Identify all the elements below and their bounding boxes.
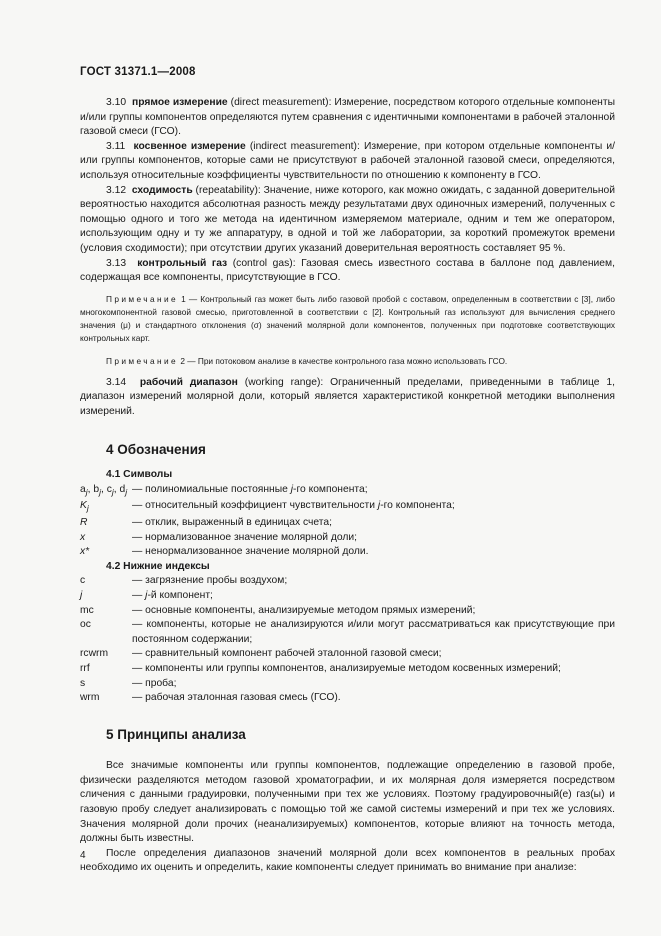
index: rrf [80,662,90,674]
list-item: R — отклик, выраженный в единицах счета; [80,516,615,531]
list-item: c — загрязнение пробы воздухом; [80,574,615,589]
list-item: oc — компоненты, которые не анализируются и/или могут рассматриваться как присутствующие при постоянном содержании; [80,618,615,647]
symbol: x [80,531,86,543]
index: rcwrm [80,648,109,660]
list-item: j — j-й компонент; [80,589,615,604]
list-item: wrm — рабочая эталонная газовая смесь (ГСО). [80,691,615,706]
index: s [80,677,86,689]
list-item: mc — основные компоненты, анализируемые методом прямых измерений; [80,604,615,619]
term: косвенное измерение [133,140,246,152]
page-number: 4 [80,850,86,861]
section-4-title: 4 Обозначения [106,441,206,457]
list-item: rrf — компоненты или группы компонентов, анализируемые методом косвенных измерений; [80,662,615,677]
list-item: rcwrm — сравнительный компонент рабочей эталонной газовой смеси; [80,647,615,662]
document-header: ГОСТ 31371.1—2008 [80,66,196,78]
term: прямое измерение [131,97,228,108]
index: c [80,575,86,587]
section-5-paragraph-1: Все значимые компоненты или группы компонентов, подлежащие определению в газовой пробе, физически разделяются методом газовой хроматографии, и их молярная доля измеряется посредством сличения с данными градуировки, полученными при тех же условиях. Поэтому градуировочный(е) газ(ы) и газовую пробу следует анализировать с помощью той же самой системы измерений и при тех же условиях. Значения молярной доли прочих (неанализируемых) компонентов, которые влияют на точность метода, должны быть известны. [80,760,615,845]
list-item: $a_j$, $b_j$, $c_j$, $d_j$ — полиномиальные постоянные j-го компонента; [80,483,615,500]
symbol: R [80,516,88,528]
clause-3-11: 3.11 косвенное измерение (indirect measurement): Измерение, при котором отдельные компоненты и/или группы компонентов, которые сами не присутствуют в рабочей эталонной газовой смеси, определяются, используя относительные коэффициенты чувствительности по отношению к компоненту в ГСО. [80,140,615,181]
document-body [80,96,615,876]
section-5-paragraph-2: После определения диапазонов значений молярной доли всех компонентов в реальных пробах необходимо их оценить и определить, какие компоненты следует принимать во внимание при анализе: [80,847,615,874]
symbols-list [80,483,615,560]
section-5-title: 5 Принципы анализа [106,726,246,742]
clause-3-12: 3.12 сходимость (repeatability): Значение, ниже которого, как можно ожидать, с заданной доверительной вероятностью находится абсолютная разность между результатами двух одиночных измерений, полученных с помощью одного и того же метода на идентичном измеряемом материале, одним и тем же оператором, использующим одну и ту же аппаратуру, в одной и той же лаборатории, за короткий промежуток времени (условия сходимости); при отсутствии других указаний доверительная вероятность составляет 95 %. [80,184,615,254]
index: oc [80,619,91,631]
index: mc [80,604,94,616]
list-item: x* — ненормализованное значение молярной доли. [80,545,615,560]
clause-3-13: 3.13 контрольный газ (control gas): Газовая смесь известного состава в баллоне под давлением, содержащая все компоненты, присутствующие в ГСО. [80,257,615,284]
clause-3-14: 3.14 рабочий диапазон (working range): Ограниченный пределами, приведенными в таблице 1, диапазон измерений молярной доли, который является характеристикой конкретной методики выполнения измерений. [80,376,615,417]
indices-list [80,574,615,705]
index: j [80,589,83,601]
note-2: Примечание 2 — При потоковом анализе в качестве контрольного газа можно использовать ГСО. [106,355,508,366]
symbol: $K_j$ [80,500,89,514]
term: сходимость [131,184,193,196]
subsection-4-1-title: 4.1 Символы [106,469,173,481]
term: рабочий диапазон [139,376,238,388]
index: wrm [80,692,100,704]
term: контрольный газ [137,257,228,269]
symbol: x* [80,546,90,558]
note-1: Примечание 1 — Контрольный газ может быть либо газовой пробой с составом, определенным в соответствии с [3], либо многокомпонентной газовой смесью, приготовленной в соответствии с [2]. Контрольный газ используют для вычисления среднего значения (μ) и стандартного отклонения (σ) значений молярной доли компонентов, полученных при подготовке соответствующих контрольных карт. [80,293,615,343]
subsection-4-2-title: 4.2 Нижние индексы [106,560,210,572]
list-item: x — нормализованное значение молярной доли; [80,531,615,546]
clause-3-10: 3.10 прямое измерение (direct measurement): Измерение, посредством которого отдельные компоненты и/или группы компонентов определяются путем сравнения с идентичными компонентами в рабочей эталонной газовой смеси (ГСО). [80,97,615,138]
list-item: s — проба; [80,677,615,692]
list-item: $K_j$ — относительный коэффициент чувствительности j-го компонента; [80,499,615,516]
symbol: $a_j$, $b_j$, $c_j$, $d_j$ [80,483,128,497]
